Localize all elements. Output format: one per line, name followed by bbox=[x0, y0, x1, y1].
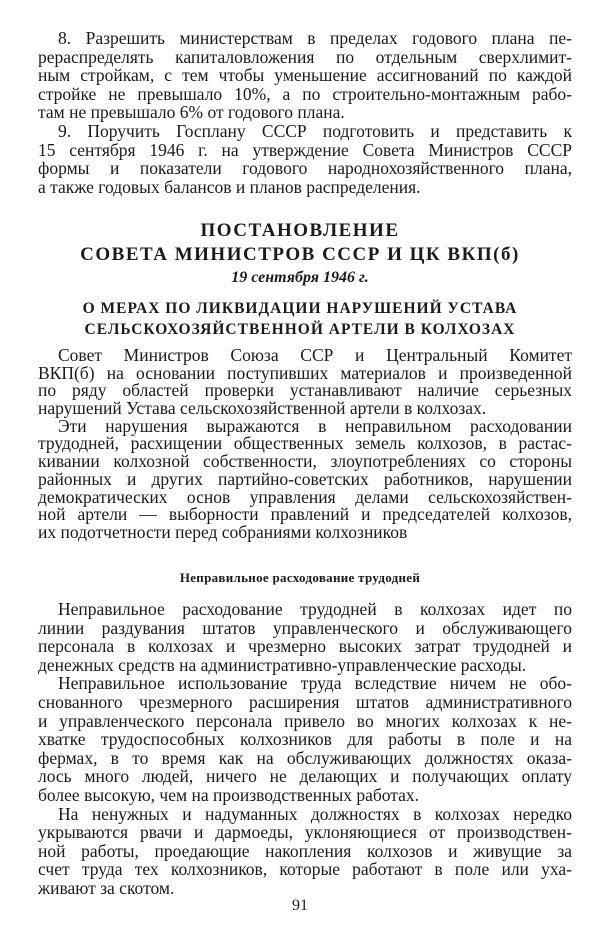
text-line: стройке не превышало 10%, а по строительно-монтажным рабо- bbox=[38, 83, 572, 104]
text-line: счет труда тех колхозников, которые работают в поле или уха- bbox=[38, 859, 572, 880]
text-line: рераспределять капиталовложения по отдельным сверхлимит- bbox=[38, 46, 572, 67]
text-line: 9. Поручить Госплану СССР подготовить и представить к bbox=[58, 120, 572, 141]
text-line: фермах, в то время как на обслуживающих должностях оказа- bbox=[38, 747, 572, 768]
text-line: более высокую, чем на производственных работах. bbox=[38, 784, 420, 805]
text-line: 8. Разрешить министерствам в пределах годового плана пе- bbox=[58, 28, 572, 48]
text-line: Неправильное расходование трудодней в колхозах идет по bbox=[58, 599, 572, 619]
text-line: ной артели — выборности правлений и председателей колхозов, bbox=[38, 504, 572, 525]
text-line: На ненужных и надуманных должностях в колхозах нередко bbox=[58, 803, 572, 824]
text-line: живают за скотом. bbox=[38, 877, 175, 898]
section-body bbox=[38, 600, 572, 898]
text-line: а также годовых балансов и планов распределения. bbox=[38, 176, 421, 197]
text-line: ной работы, проедающие накопления колхозов и живущие за bbox=[38, 840, 572, 861]
intro-paragraphs bbox=[38, 347, 572, 542]
section-subheading: Неправильное расходование трудодней bbox=[179, 570, 421, 585]
text-line: трудодней, расхищении общественных земель колхозов, в растас- bbox=[38, 433, 572, 454]
text-line: ным стройкам, с тем чтобы уменьшение ассигнований по каждой bbox=[38, 65, 572, 86]
page-number: 91 bbox=[292, 897, 308, 914]
text-line: Неправильное использование труда вследствие ничем не обо- bbox=[58, 673, 572, 694]
text-line: лось много людей, ничего не делающих и получающих оплату bbox=[38, 766, 572, 787]
decree-date: 19 сентября 1946 г. bbox=[231, 269, 369, 286]
text-line: хватке трудоспособных колхозников для работы в поле и на bbox=[38, 729, 572, 750]
text-line: ВКП(б) на основании поступивших материалов и произведенной bbox=[38, 362, 572, 383]
text-line: и управленческого персонала привело во многих колхозах к не- bbox=[38, 710, 572, 731]
text-line: укрываются рвачи и дармоеды, уклоняющиеся от производствен- bbox=[38, 822, 572, 843]
text-line: денежных средств на административно-управленческие расходы. bbox=[38, 654, 527, 675]
text-line: снованного чрезмерного расширения штатов административного bbox=[38, 691, 572, 712]
text-line: персонала в колхозах и чрезмерно высоких затрат трудодней и bbox=[38, 636, 572, 657]
text-line: формы и показатели годового народнохозяйственного плана, bbox=[38, 158, 572, 179]
text-line: по ряду областей проверки устанавливают наличие серьезных bbox=[38, 380, 572, 401]
text-line: 15 сентября 1946 г. на утверждение Совета Министров СССР bbox=[38, 139, 572, 160]
text-line: линии раздувания штатов управленческого и обслуживающего bbox=[38, 617, 572, 638]
text-line: районных и других партийно-советских работников, нарушении bbox=[38, 468, 572, 489]
text-line: нарушений Устава сельскохозяйственной артели в колхозах. bbox=[38, 398, 487, 419]
text-line: там не превышало 6% от годового плана. bbox=[38, 102, 345, 123]
text-line: Совет Министров Союза ССР и Центральный Комитет bbox=[58, 345, 572, 365]
text-line: кивании колхозной собственности, злоупотреблениях со стороны bbox=[38, 451, 572, 472]
decree-subject-line-2: СЕЛЬСКОХОЗЯЙСТВЕННОЙ АРТЕЛИ В КОЛХОЗАХ bbox=[84, 321, 516, 338]
decree-issuer: СОВЕТА МИНИСТРОВ СССР И ЦК ВКП(б) bbox=[80, 244, 520, 265]
text-line: демократических основ управления делами сельскохозяйствен- bbox=[38, 486, 572, 507]
text-line: Эти нарушения выражаются в неправильном расходовании bbox=[58, 415, 572, 436]
decree-subject-line-1: О МЕРАХ ПО ЛИКВИДАЦИИ НАРУШЕНИЙ УСТАВА bbox=[82, 300, 518, 317]
text-line: их подотчетности перед собраниями колхозников bbox=[38, 521, 408, 542]
paragraphs-8-9 bbox=[38, 29, 572, 196]
decree-title: ПОСТАНОВЛЕНИЕ bbox=[200, 220, 400, 241]
